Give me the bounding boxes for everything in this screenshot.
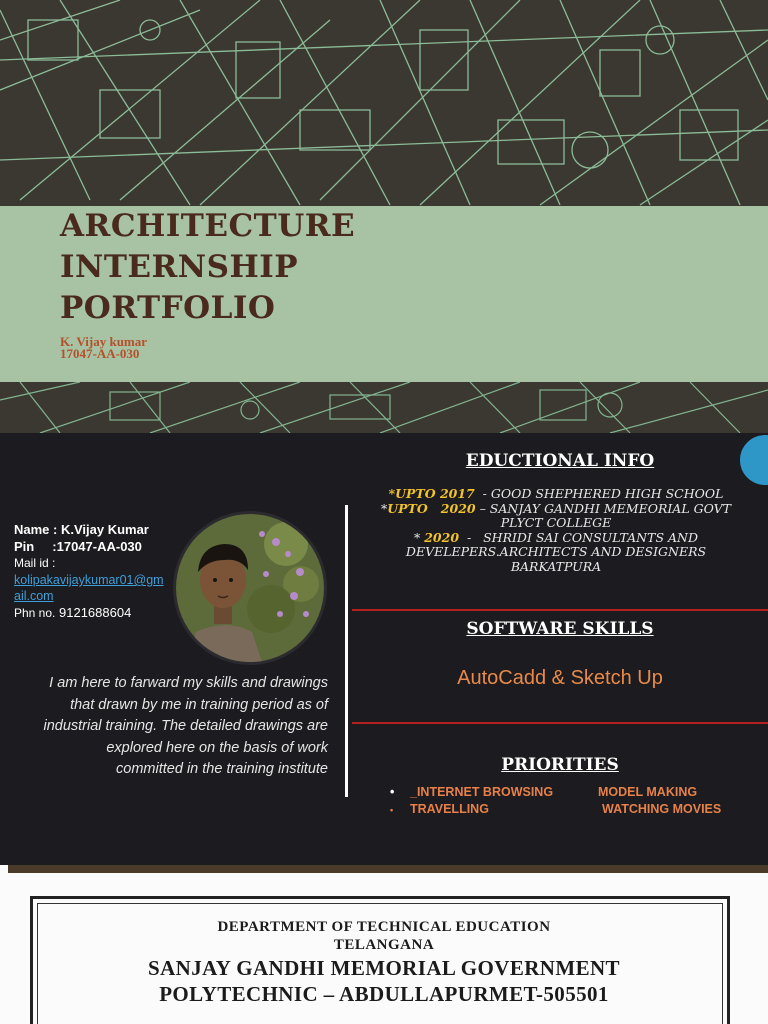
priorities-heading: PRIORITIES xyxy=(501,755,619,775)
priority-item: TRAVELLING xyxy=(410,802,489,816)
phone-row xyxy=(14,604,169,622)
title-line-1: ARCHITECTURE xyxy=(60,208,356,244)
certificate-line-2: TELANGANA xyxy=(333,937,435,953)
mail-label: Mail id : xyxy=(14,556,56,570)
certificate-line-3: SANJAY GANDHI MEMORIAL GOVERNMENT xyxy=(148,956,620,980)
priority-item: _INTERNET BROWSING xyxy=(410,785,554,799)
certificate-line-4: POLYTECHNIC – ABDULLAPURMET-505501 xyxy=(159,982,609,1006)
education-prefix: * xyxy=(381,500,388,516)
education-text: - SHRIDI SAI CONSULTANTS AND DEVELEPERS.ARCHITECTS AND DESIGNERS BARKATPURA xyxy=(405,529,711,574)
education-year: 2020 xyxy=(424,529,460,545)
priority-row xyxy=(390,801,750,819)
person-photo-illustration xyxy=(176,514,324,662)
education-heading: EDUCTIONAL INFO xyxy=(465,451,655,471)
title-line-3: PORTFOLIO xyxy=(60,290,276,326)
vertical-divider xyxy=(345,505,348,797)
email-link[interactable]: kolipakavijaykumar01@gmail.com xyxy=(14,573,164,603)
software-skills-heading: SOFTWARE SKILLS xyxy=(466,619,654,639)
education-text: - GOOD SHEPHERED HIGH SCHOOL xyxy=(474,486,724,501)
bullet-icon: • xyxy=(390,805,394,815)
education-prefix: * xyxy=(414,529,425,545)
software-skills-value: AutoCadd & Sketch Up xyxy=(457,667,663,689)
pin-label: Pin :17047-AA-030 xyxy=(14,539,142,554)
priority-item: MODEL MAKING xyxy=(598,785,698,799)
education-year: *UPTO 2017 xyxy=(388,486,475,501)
certificate-line-1: DEPARTMENT OF TECHNICAL EDUCATION xyxy=(217,919,551,935)
phone-label: Phn no. xyxy=(14,606,56,620)
profile-slide xyxy=(0,433,768,865)
name-label: Name : K.Vijay Kumar xyxy=(14,522,149,537)
bullet-icon: • xyxy=(390,785,395,799)
page-edge xyxy=(8,865,768,873)
profile-photo xyxy=(173,511,327,665)
education-list xyxy=(360,487,752,574)
priority-row xyxy=(390,784,750,801)
education-entry xyxy=(360,531,752,575)
section-divider xyxy=(352,609,768,611)
author-name: K. Vijay kumar xyxy=(60,334,148,349)
education-year: UPTO 2020 xyxy=(387,500,476,516)
section-divider xyxy=(352,722,768,724)
contact-info xyxy=(14,521,169,622)
author-pin: 17047-AA-030 xyxy=(60,346,140,361)
education-text: – SANJAY GANDHI MEMEORIAL GOVT PLYCT COLLEGE xyxy=(475,500,731,530)
priority-item: WATCHING MOVIES xyxy=(602,802,722,816)
priorities-list xyxy=(390,784,750,819)
title-line-2: INTERNSHIP xyxy=(60,249,299,285)
certificate-page xyxy=(0,865,768,1024)
education-entry xyxy=(360,487,752,502)
personal-statement: I am here to farward my skills and drawings that drawn by me in training period as of industrial training. The detailed drawings are explored here on the basis of work committed in the training institute xyxy=(43,675,328,777)
education-entry xyxy=(360,502,752,531)
phone-value: 9121688604 xyxy=(59,605,132,620)
cover-slide xyxy=(0,0,768,433)
author-block xyxy=(60,336,147,360)
